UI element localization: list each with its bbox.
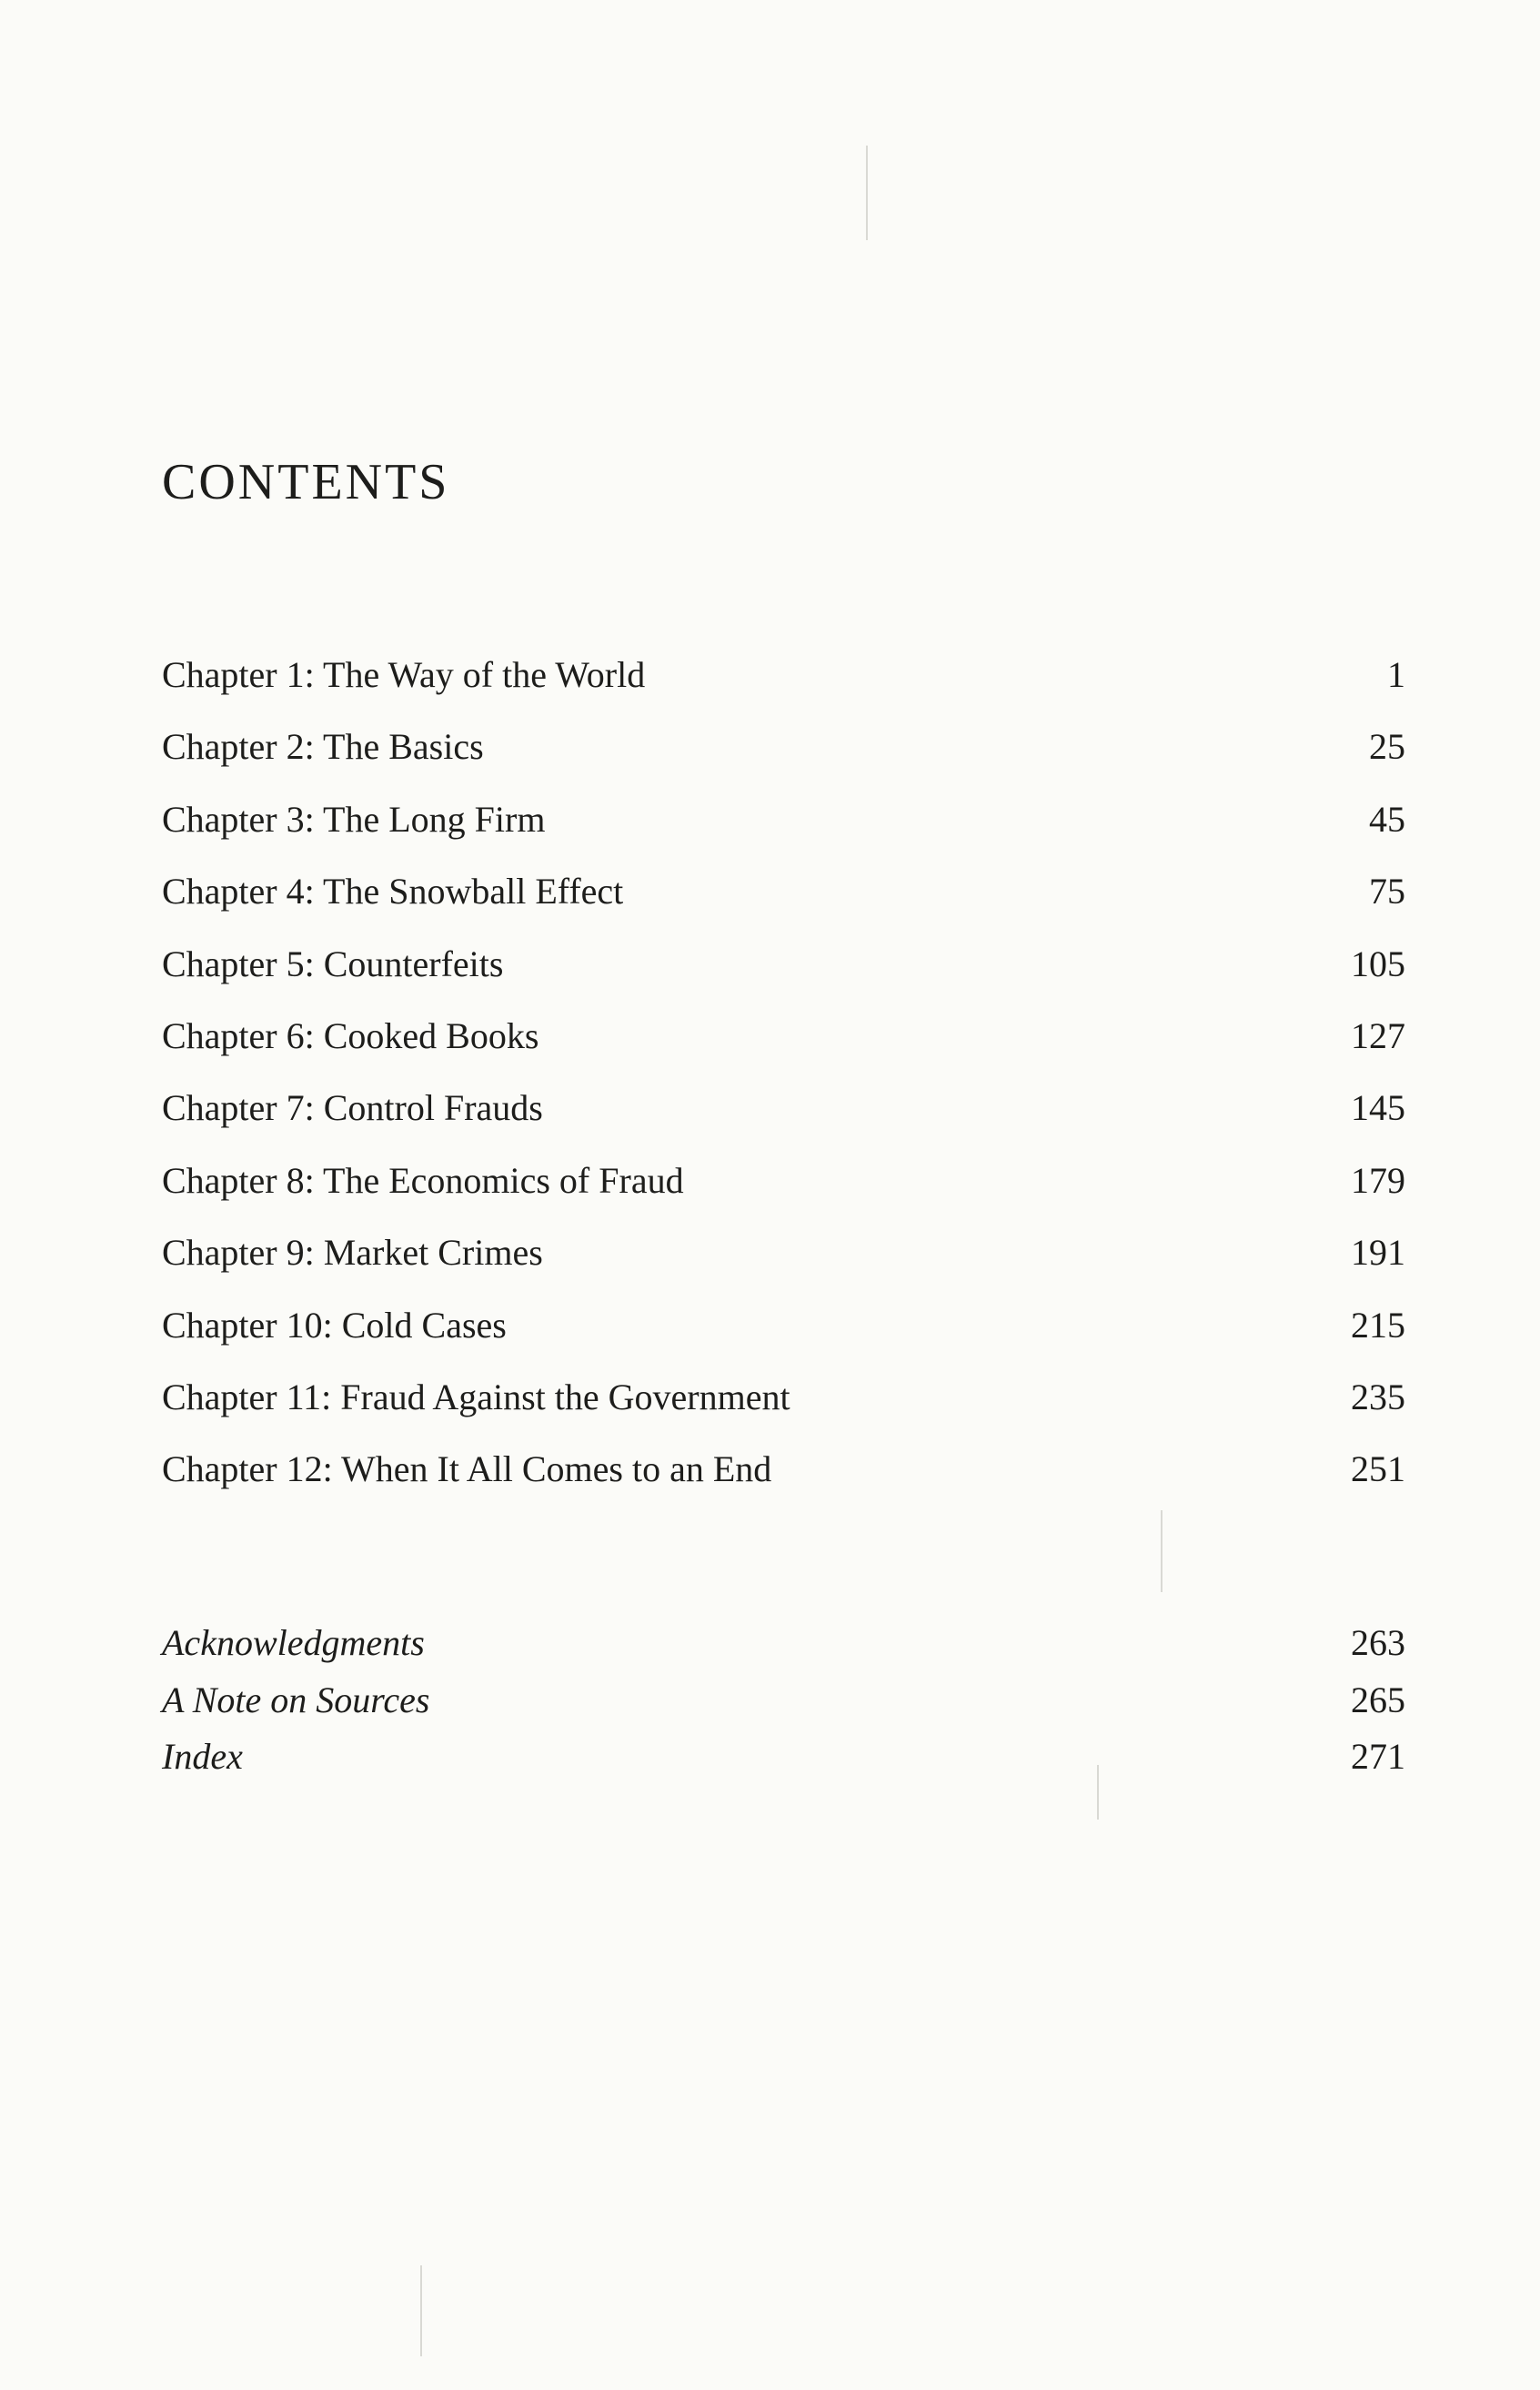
toc-entry-page: 105	[1351, 943, 1405, 984]
toc-entry-page: 179	[1351, 1159, 1405, 1201]
toc-entry[interactable]	[162, 1232, 1405, 1306]
contents-heading: CONTENTS	[162, 454, 450, 510]
toc-entry-page: 235	[1351, 1376, 1405, 1417]
back-matter-entry[interactable]	[162, 1679, 1405, 1740]
toc-entry[interactable]	[162, 1448, 1405, 1523]
toc-entry-page: 1	[1387, 654, 1405, 695]
toc-entry[interactable]	[162, 1014, 1405, 1090]
toc-entry[interactable]	[162, 873, 1405, 945]
scan-mark	[420, 2265, 422, 2356]
back-matter-title: Index	[162, 1736, 243, 1777]
toc-entry-page: 45	[1369, 798, 1405, 840]
toc-entry-page: 127	[1351, 1014, 1405, 1056]
toc-entry-title: Chapter 2: The Basics	[162, 726, 484, 768]
back-matter-title: A Note on Sources	[162, 1679, 430, 1720]
toc-entry-title: Chapter 12: When It All Comes to an End	[162, 1448, 772, 1490]
chapter-list	[162, 654, 1405, 1524]
toc-entry-title: Chapter 7: Control Frauds	[162, 1087, 543, 1129]
toc-entry[interactable]	[162, 798, 1405, 873]
toc-entry-page: 25	[1369, 726, 1405, 768]
toc-entry[interactable]	[162, 726, 1405, 801]
toc-entry-page: 191	[1351, 1232, 1405, 1274]
toc-entry[interactable]	[162, 654, 1405, 729]
toc-entry-page: 145	[1351, 1087, 1405, 1129]
toc-entry-page: 215	[1351, 1304, 1405, 1346]
toc-entry-page: 75	[1369, 871, 1405, 913]
back-matter-title: Acknowledgments	[162, 1622, 425, 1663]
toc-entry-title: Chapter 8: The Economics of Fraud	[162, 1159, 684, 1201]
toc-entry[interactable]	[162, 943, 1405, 1018]
toc-entry[interactable]	[162, 1376, 1405, 1451]
toc-entry[interactable]	[162, 1159, 1405, 1235]
toc-entry-title: Chapter 11: Fraud Against the Government	[162, 1376, 790, 1417]
toc-entry-title: Chapter 1: The Way of the World	[162, 654, 646, 695]
toc-entry-title: Chapter 5: Counterfeits	[162, 943, 504, 984]
scan-mark	[866, 146, 868, 240]
back-matter-entry[interactable]	[162, 1736, 1405, 1796]
toc-entry-title: Chapter 6: Cooked Books	[162, 1014, 539, 1056]
back-matter-list	[162, 1622, 1405, 1796]
toc-entry-title: Chapter 9: Market Crimes	[162, 1232, 543, 1274]
toc-entry[interactable]	[162, 1087, 1405, 1162]
toc-entry-title: Chapter 10: Cold Cases	[162, 1304, 507, 1346]
toc-entry-title: Chapter 4: The Snowball Effect	[162, 871, 624, 913]
toc-entry-title: Chapter 3: The Long Firm	[162, 798, 546, 840]
back-matter-page: 271	[1351, 1736, 1405, 1777]
toc-entry-page: 251	[1351, 1448, 1405, 1490]
back-matter-entry[interactable]	[162, 1622, 1405, 1682]
back-matter-page: 263	[1351, 1622, 1405, 1663]
back-matter-page: 265	[1351, 1679, 1405, 1720]
toc-entry[interactable]	[162, 1304, 1405, 1379]
